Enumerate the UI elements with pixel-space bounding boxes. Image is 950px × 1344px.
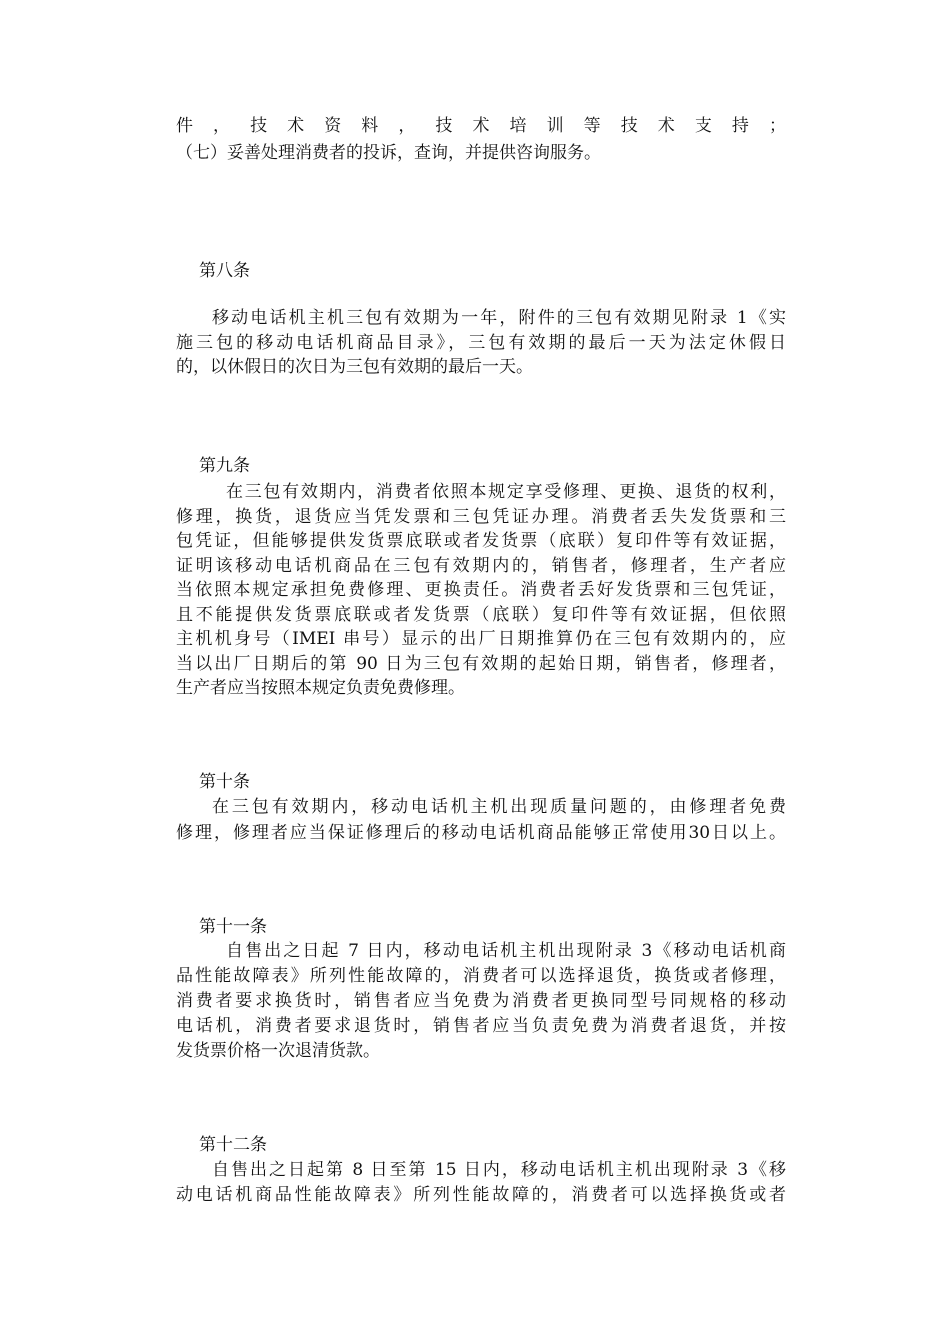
paragraph-line: 的，以休假日的次日为三包有效期的最后一天。 xyxy=(176,357,533,377)
paragraph-line: 移动电话机主机三包有效期为一年，附件的三包有效期见附录 1《实 xyxy=(212,308,786,328)
paragraph-line: 修理，修理者应当保证修理后的移动电话机商品能够正常使用30日以上。 xyxy=(176,823,786,843)
paragraph-line: 发货票价格一次退清货款。 xyxy=(176,1041,380,1061)
paragraph-line: 在三包有效期内，移动电话机主机出现质量问题的，由修理者免费 xyxy=(212,797,786,817)
paragraph-line: 动电话机商品性能故障表》所列性能故障的，消费者可以选择换货或者 xyxy=(176,1185,786,1205)
paragraph-line: 品性能故障表》所列性能故障的，消费者可以选择退货，换货或者修理， xyxy=(176,966,786,986)
paragraph-line: 在三包有效期内，消费者依照本规定享受修理、更换、退货的权利， xyxy=(226,482,786,502)
article-heading: 第十条 xyxy=(199,772,250,792)
paragraph-line: 主机机身号（IMEI 串号）显示的出厂日期推算仍在三包有效期内的，应 xyxy=(176,629,786,649)
article-heading: 第八条 xyxy=(199,261,250,281)
article-heading: 第九条 xyxy=(199,456,250,476)
article-heading: 第十二条 xyxy=(199,1135,267,1155)
paragraph-line: 生产者应当按照本规定负责免费修理。 xyxy=(176,678,465,698)
paragraph-line: 当以出厂日期后的第 90 日为三包有效期的起始日期，销售者，修理者， xyxy=(176,654,786,674)
paragraph-line: （七）妥善处理消费者的投诉，查询，并提供咨询服务。 xyxy=(176,143,601,163)
paragraph-line: 消费者要求换货时，销售者应当免费为消费者更换同型号同规格的移动 xyxy=(176,991,786,1011)
paragraph-line: 当依照本规定承担免费修理、更换责任。消费者丢好发货票和三包凭证， xyxy=(176,580,786,600)
article-heading: 第十一条 xyxy=(199,917,267,937)
paragraph-line: 件，技术资料，技术培训等技术支持； xyxy=(176,116,786,136)
paragraph-line: 自售出之日起 7 日内，移动电话机主机出现附录 3《移动电话机商 xyxy=(226,941,786,961)
paragraph-line: 证明该移动电话机商品在三包有效期内的，销售者，修理者，生产者应 xyxy=(176,556,786,576)
paragraph-line: 修理，换货，退货应当凭发票和三包凭证办理。消费者丢失发货票和三 xyxy=(176,507,786,527)
paragraph-line: 包凭证，但能够提供发货票底联或者发货票（底联）复印件等有效证据， xyxy=(176,531,786,551)
paragraph-line: 施三包的移动电话机商品目录》，三包有效期的最后一天为法定休假日 xyxy=(176,333,786,353)
paragraph-line: 自售出之日起第 8 日至第 15 日内，移动电话机主机出现附录 3《移 xyxy=(212,1160,786,1180)
paragraph-line: 且不能提供发货票底联或者发货票（底联）复印件等有效证据，但依照 xyxy=(176,605,786,625)
paragraph-line: 电话机，消费者要求退货时，销售者应当负责免费为消费者退货，并按 xyxy=(176,1016,786,1036)
